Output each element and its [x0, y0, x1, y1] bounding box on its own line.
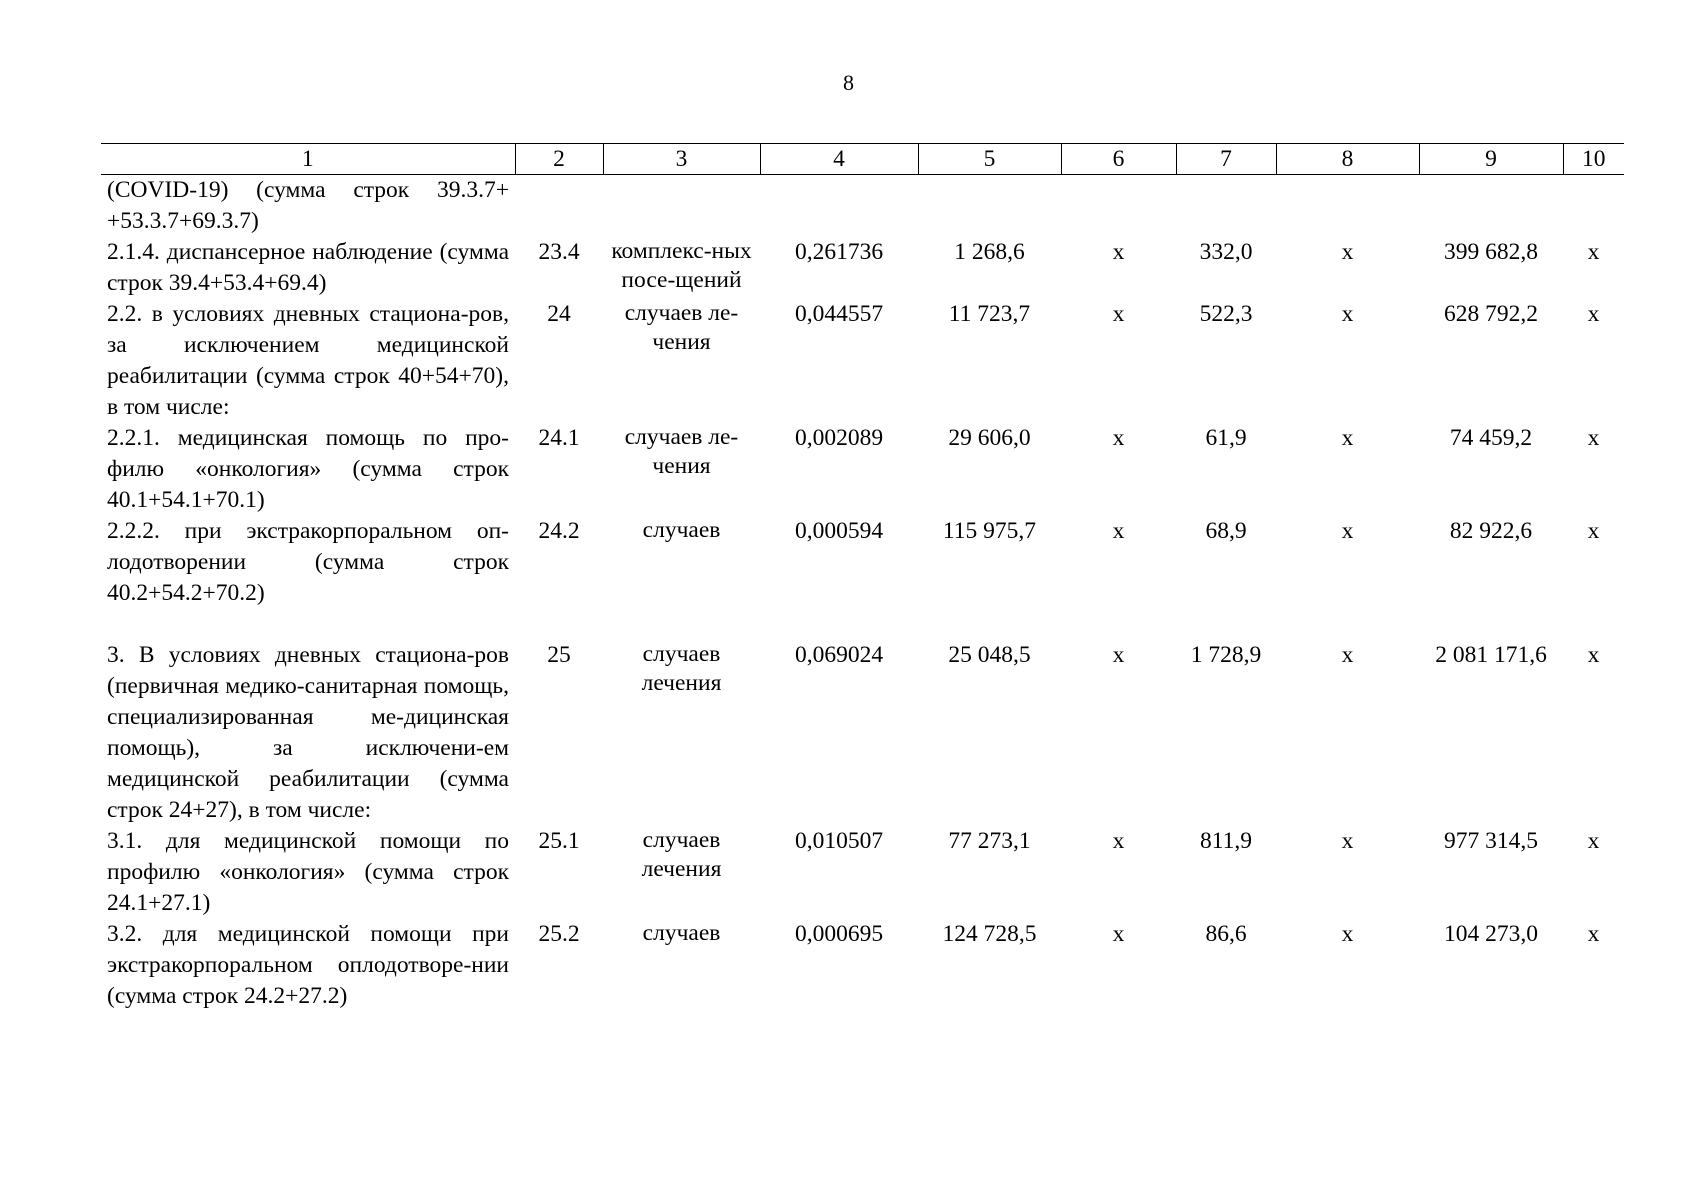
table-header-row [101, 144, 1624, 175]
row-cell-5: 124 728,5 [942, 921, 1037, 947]
row-cell-10: х [1587, 828, 1600, 854]
row-cell-10: х [1587, 301, 1600, 327]
row-cell-8: х [1341, 425, 1354, 451]
row-cell-6: х [1112, 239, 1125, 265]
row-cell-7 [1176, 175, 1276, 238]
row-cell-5: 1 268,6 [954, 239, 1025, 265]
row-line-number: 24 [547, 301, 571, 327]
column-header: 10 [1563, 144, 1624, 175]
table-row [101, 423, 1624, 516]
row-cell-10: х [1587, 239, 1600, 265]
row-unit: случаев лечения [641, 641, 722, 696]
table-row [101, 175, 1624, 238]
row-cell-6: х [1112, 518, 1125, 544]
row-cell-7: 61,9 [1205, 425, 1247, 451]
row-cell-9: 977 314,5 [1444, 828, 1538, 854]
row-unit [603, 175, 760, 238]
row-name: 2.2. в условиях дневных стациона-ров, за исключением медицинской реабилитации (сумма строк 40+54+70), в том числе: [107, 301, 509, 420]
row-cell-4: 0,000695 [794, 921, 884, 947]
row-cell-5 [918, 175, 1061, 238]
row-unit: случаев [642, 920, 721, 946]
row-cell-4: 0,261736 [794, 239, 884, 265]
row-cell-7: 86,6 [1205, 921, 1247, 947]
row-cell-9: 399 682,8 [1444, 239, 1538, 265]
row-cell-5: 11 723,7 [948, 301, 1031, 327]
row-cell-5: 29 606,0 [948, 425, 1031, 451]
row-cell-10: х [1587, 425, 1600, 451]
row-cell-8: х [1341, 239, 1354, 265]
row-cell-7: 68,9 [1205, 518, 1247, 544]
row-cell-6: х [1112, 828, 1125, 854]
row-cell-6 [1061, 175, 1176, 238]
row-cell-5: 115 975,7 [942, 518, 1037, 544]
row-name: 2.2.2. при экстракорпоральном оп-лодотворении (сумма строк 40.2+54.2+70.2) [107, 518, 509, 606]
row-cell-9: 82 922,6 [1449, 518, 1533, 544]
row-name: 2.2.1. медицинская помощь по про-филю «онкология» (сумма строк 40.1+54.1+70.1) [107, 425, 509, 513]
column-header: 6 [1061, 144, 1176, 175]
column-header: 4 [760, 144, 918, 175]
row-cell-4: 0,044557 [794, 301, 884, 327]
row-cell-6: х [1112, 921, 1125, 947]
row-cell-6: х [1112, 425, 1125, 451]
column-header: 7 [1176, 144, 1276, 175]
row-cell-4: 0,000594 [794, 518, 884, 544]
table-row [101, 516, 1624, 609]
row-cell-9: 628 792,2 [1444, 301, 1538, 327]
row-cell-4: 0,002089 [794, 425, 884, 451]
row-line-number: 23.4 [538, 239, 580, 265]
data-table [101, 143, 1624, 1012]
row-name: 3. В условиях дневных стациона-ров (первичная медико-санитарная помощь, специализированная ме-дицинская помощь), за исключени-ем медицинской реабилитации (сумма строк 24+27), в том числе: [107, 642, 509, 823]
table-row [101, 919, 1624, 1012]
row-line-number: 25 [547, 642, 571, 668]
table-row [101, 237, 1624, 299]
row-cell-8: х [1341, 921, 1354, 947]
row-cell-8: х [1341, 301, 1354, 327]
row-cell-8 [1276, 175, 1419, 238]
row-cell-7: 1 728,9 [1190, 642, 1262, 668]
row-cell-4: 0,069024 [794, 642, 884, 668]
row-cell-7: 522,3 [1199, 301, 1253, 327]
column-header: 8 [1276, 144, 1419, 175]
table-row [101, 640, 1624, 826]
row-name: 2.1.4. диспансерное наблюдение (сумма строк 39.4+53.4+69.4) [107, 239, 509, 296]
row-cell-9: 74 459,2 [1449, 425, 1533, 451]
row-unit: случаев [642, 517, 721, 543]
column-header: 2 [515, 144, 603, 175]
row-name: 3.2. для медицинской помощи при экстракорпоральном оплодотворе-нии (сумма строк 24.2+27.2) [107, 921, 509, 1009]
row-cell-6: х [1112, 642, 1125, 668]
row-name: (COVID-19) (сумма строк 39.3.7+ +53.3.7+69.3.7) [107, 177, 509, 234]
row-line-number: 25.2 [538, 921, 580, 947]
row-cell-7: 811,9 [1199, 828, 1252, 854]
row-cell-10: х [1587, 921, 1600, 947]
row-unit: случаев лечения [641, 827, 722, 882]
row-cell-5: 25 048,5 [948, 642, 1031, 668]
row-cell-10: х [1587, 518, 1600, 544]
column-header: 3 [603, 144, 760, 175]
row-cell-9 [1419, 175, 1563, 238]
column-header: 1 [101, 144, 515, 175]
row-cell-5: 77 273,1 [948, 828, 1031, 854]
row-cell-4 [760, 175, 918, 238]
row-line-number [515, 175, 603, 238]
row-unit: случаев ле-чения [624, 424, 739, 479]
row-cell-10 [1563, 175, 1624, 238]
row-name: 3.1. для медицинской помощи по профилю «онкология» (сумма строк 24.1+27.1) [107, 828, 509, 916]
row-cell-8: х [1341, 828, 1354, 854]
page-number: 8 [843, 70, 854, 95]
row-cell-6: х [1112, 301, 1125, 327]
row-cell-4: 0,010507 [794, 828, 884, 854]
row-line-number: 24.1 [538, 425, 580, 451]
column-header: 5 [918, 144, 1061, 175]
row-cell-8: х [1341, 518, 1354, 544]
row-line-number: 24.2 [538, 518, 580, 544]
row-unit: комплекс-ных посе-щений [611, 238, 752, 293]
row-cell-9: 104 273,0 [1444, 921, 1538, 947]
row-line-number: 25.1 [538, 828, 580, 854]
row-cell-7: 332,0 [1199, 239, 1253, 265]
row-cell-10: х [1587, 642, 1600, 668]
row-unit: случаев ле-чения [624, 300, 739, 355]
table-spacer-row [101, 609, 1624, 640]
table-row [101, 299, 1624, 423]
row-cell-8: х [1341, 642, 1354, 668]
table-row [101, 826, 1624, 919]
column-header: 9 [1419, 144, 1563, 175]
row-cell-9: 2 081 171,6 [1435, 642, 1547, 668]
